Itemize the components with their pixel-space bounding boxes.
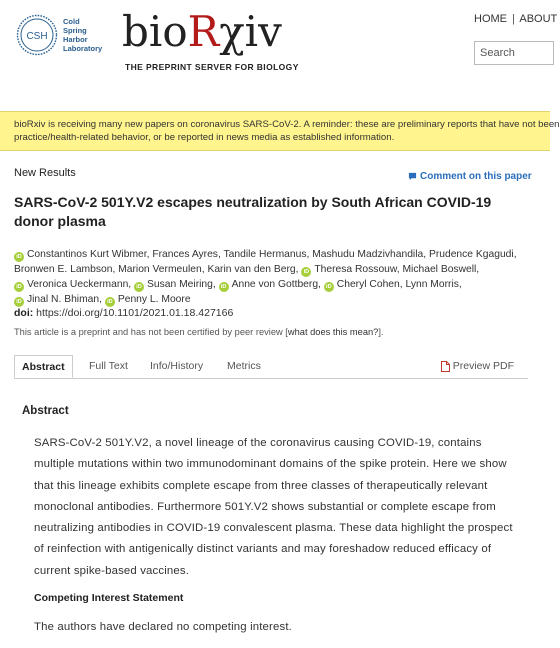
author-names[interactable]: Bronwen E. Lambson, Marion Vermeulen, Karin van den Berg, (14, 264, 299, 275)
abstract-heading: Abstract (22, 405, 69, 417)
csh-line: Spring (63, 26, 87, 35)
tab-full-text[interactable]: Full Text (89, 360, 128, 372)
nav-about-link[interactable]: ABOUT (519, 13, 558, 25)
brand-prefix: bio (122, 7, 188, 56)
orcid-icon[interactable]: iD (14, 297, 24, 307)
tagline: THE PREPRINT SERVER FOR BIOLOGY (125, 62, 299, 72)
author-names[interactable]: Susan Meiring, (147, 279, 216, 290)
csh-monogram: CSH (26, 31, 48, 42)
author-names[interactable]: Penny L. Moore (117, 294, 191, 305)
csh-line: Cold (63, 17, 80, 26)
notice-line-2: practice/health-related behavior, or be reported in news media as established information. (14, 132, 395, 143)
orcid-icon[interactable]: iD (14, 282, 24, 292)
doi-label: doi: (14, 307, 34, 319)
doi-link[interactable]: https://doi.org/10.1101/2021.01.18.427166 (36, 307, 234, 319)
csh-line: Harbor (63, 35, 88, 44)
tab-metrics[interactable]: Metrics (227, 360, 261, 372)
brand-r: R (187, 7, 220, 56)
article-section-label: New Results (14, 167, 76, 179)
abstract-body: SARS-CoV-2 501Y.V2, a novel lineage of the coronavirus causing COVID-19, contains multiple mutations within two immunodominant domains of the spike protein. Here we show that this lineage exhibits complete escape from three classes of therapeutically relevant monoclonal antibodies. Furthermore 501Y.V2 shows substantial or complete escape from neutralizing antibodies in COVID-19 convalescent plasma. These data highlight the prospect of reinfection with antigenically distinct variants and may foreshadow reduced efficacy of current spike-based vaccines. (34, 437, 513, 577)
nav-separator: | (512, 13, 515, 25)
orcid-icon[interactable]: iD (219, 282, 229, 292)
csh-seal-icon (16, 14, 58, 56)
preprint-note-text: This article is a preprint and has not been certified by peer review [ (14, 327, 288, 337)
author-names[interactable]: Cheryl Cohen, Lynn Morris, (336, 279, 462, 290)
comment-icon (408, 172, 417, 181)
brand-suffix: χiv (219, 7, 282, 56)
orcid-icon[interactable]: iD (134, 282, 144, 292)
top-nav (474, 13, 557, 25)
author-line (14, 292, 534, 307)
competing-interest-text: The authors have declared no competing interest. (34, 621, 292, 633)
preprint-note-close: ]. (378, 327, 384, 337)
csh-logo[interactable] (16, 14, 102, 56)
preprint-note (14, 327, 384, 337)
tab-info-history[interactable]: Info/History (150, 360, 204, 372)
comment-link[interactable] (408, 171, 532, 182)
nav-home-link[interactable]: HOME (474, 13, 507, 25)
article-tabs (14, 355, 528, 379)
competing-interest-heading: Competing Interest Statement (34, 592, 184, 604)
article-title: SARS-CoV-2 501Y.V2 escapes neutralization by South African COVID-19 donor plasma (14, 194, 492, 229)
search-input[interactable] (474, 41, 554, 65)
covid-notice-banner (0, 111, 560, 151)
author-list (14, 247, 534, 307)
author-names[interactable]: Veronica Ueckermann, (27, 279, 132, 290)
pdf-file-icon (441, 361, 450, 372)
what-does-this-mean-link[interactable]: what does this mean? (287, 327, 379, 337)
author-names[interactable]: Jinal N. Bhiman, (27, 294, 102, 305)
notice-line-1: bioRxiv is receiving many new papers on coronavirus SARS-CoV-2. A reminder: these are preliminary reports that have not been (14, 119, 560, 130)
author-names[interactable]: Anne von Gottberg, (231, 279, 321, 290)
orcid-icon[interactable]: iD (301, 267, 311, 277)
csh-line: Laboratory (63, 44, 103, 53)
preview-pdf-label: Preview PDF (452, 360, 514, 372)
orcid-icon[interactable]: iD (324, 282, 334, 292)
notice-text (14, 118, 560, 144)
author-line (14, 277, 534, 292)
tab-abstract[interactable]: Abstract (14, 355, 73, 378)
comment-link-text: Comment on this paper (420, 171, 532, 182)
author-names[interactable]: Constantinos Kurt Wibmer, Frances Ayres, Tandile Hermanus, Mashudu Madzivhandila, Prudence Kgagudi, (27, 249, 517, 260)
author-names[interactable]: Theresa Rossouw, Michael Boswell, (314, 264, 480, 275)
author-line (14, 262, 534, 277)
csh-name (63, 17, 102, 53)
author-line (14, 247, 534, 262)
doi-line (14, 307, 233, 319)
biorxiv-logo[interactable] (122, 6, 282, 58)
orcid-icon[interactable]: iD (105, 297, 115, 307)
preview-pdf-button[interactable] (441, 355, 514, 378)
orcid-icon[interactable]: iD (14, 252, 24, 262)
